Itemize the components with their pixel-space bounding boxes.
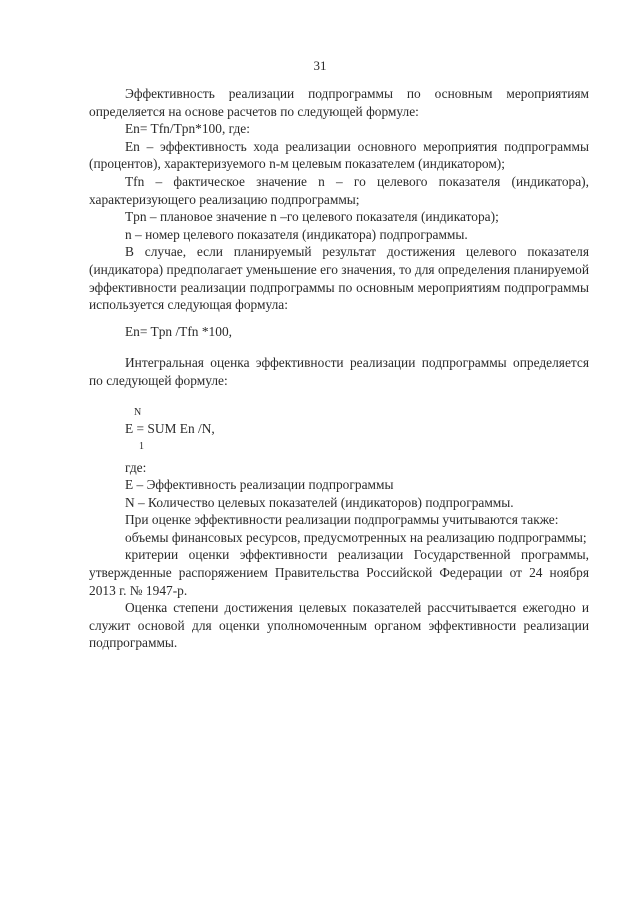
page-number: 31 [313,58,327,73]
sum-upper-limit: N [134,406,142,418]
definition-N: N – Количество целевых показателей (индикаторов) подпрограммы. [125,494,514,510]
sum-lower-limit: 1 [139,440,144,452]
formula-direct: Еn= Tfn/Tpn*100, где: [125,121,250,137]
list-item-criteria: критерии оценки эффективности реализации Государственной программы, утвержденные распоряжением Правительства Российской Федерации от 24 ноября 2013 г. № 1947-р. [89,547,589,598]
paragraph-annual-assessment: Оценка степени достижения целевых показателей рассчитывается ежегодно и служит основой для оценки уполномоченным органом эффективности реализации подпрограммы. [89,600,589,651]
document-body [89,85,589,652]
paragraph-decrease-case: В случае, если планируемый результат достижения целевого показателя (индикатора) предполагает уменьшение его значения, то для определения планируемой эффективности реализации подпрограммы по основным мероприятиям подпрограммы используется следующая формула: [89,244,589,313]
list-item-financial-volumes: объемы финансовых ресурсов, предусмотренных на реализацию подпрограммы; [125,529,587,545]
paragraph-integral: Интегральная оценка эффективности реализации подпрограммы определяется по следующей формуле: [89,355,589,388]
definition-tpn: Tpn – плановое значение n –го целевого показателя (индикатора); [125,209,499,225]
formula-sum [89,408,589,450]
formula-inverse: Еn= Tpn /Tfn *100, [125,323,232,339]
where-label: где: [125,459,147,475]
definition-tfn: Tfn – фактическое значение n – го целевого показателя (индикатора), характеризующего реализацию подпрограммы; [89,173,589,207]
paragraph-also-considered: При оценке эффективности реализации подпрограммы учитываются также: [125,512,559,528]
paragraph-efficiency-intro: Эффективность реализации подпрограммы по основным мероприятиям определяется на основе расчетов по следующей формуле: [89,86,589,119]
definition-n: n – номер целевого показателя (индикатора) подпрограммы. [125,226,468,242]
definition-e: Е – Эффективность реализации подпрограммы [125,477,394,493]
definition-en: Еn – эффективность хода реализации основного мероприятия подпрограммы (процентов), характеризуемого n-м целевым показателем (индикатором); [89,138,589,172]
sum-expression: E = SUM En /N, [125,420,215,436]
